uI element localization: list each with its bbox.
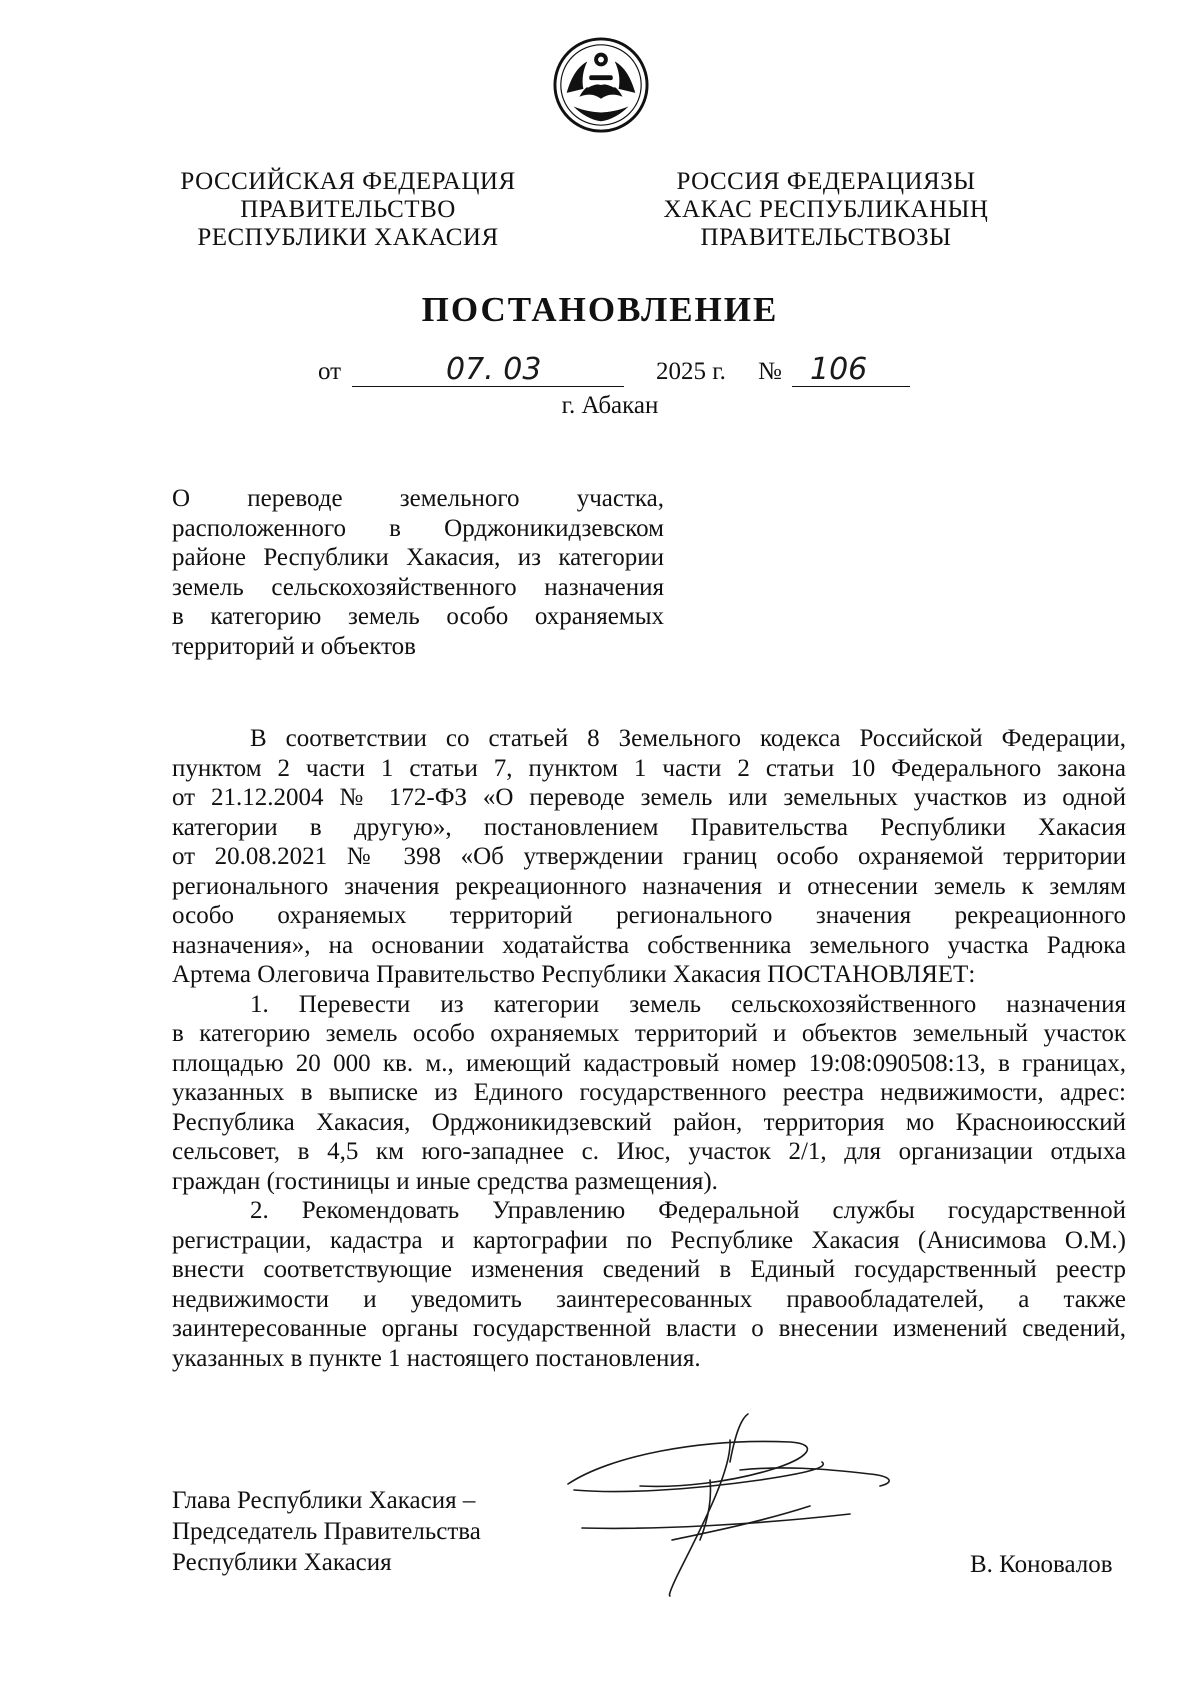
number-label: № xyxy=(758,358,782,385)
subject-line: расположенного в Орджоникидзевском xyxy=(172,514,664,542)
body-line: заинтересованные органы государственной власти о внесении изменений сведений, xyxy=(172,1315,1126,1342)
handwritten-signature-icon xyxy=(560,1410,920,1600)
signatory-title-line: Председатель Правительства xyxy=(172,1518,481,1545)
subject-line: в категорию земель особо охраняемых xyxy=(172,603,664,630)
body-line: В соответствии со статьей 8 Земельного кодекса Российской Федерации, xyxy=(250,725,1126,752)
body-line: регионального значения рекреационного назначения и отнесении земель к землям xyxy=(172,872,1126,900)
republic-of-khakassia-emblem-icon xyxy=(552,36,650,134)
header-right-line-2: ХАКАС РЕСПУБЛИКАНЫҢ xyxy=(663,196,989,223)
header-left-line-2: ПРАВИТЕЛЬСТВО xyxy=(240,196,456,223)
body-line: от 20.08.2021 № 398 «Об утверждении границ особо охраняемой территории xyxy=(172,843,1126,870)
signatory-title-line: Глава Республики Хакасия – xyxy=(172,1487,476,1514)
body-line: сельсовет, в 4,5 км юго-западнее с. Июс, участок 2/1, для организации отдыха xyxy=(172,1138,1126,1165)
header-right-line-3: ПРАВИТЕЛЬСТВОЗЫ xyxy=(700,224,952,251)
body-line: площадью 20 000 кв. м., имеющий кадастровый номер 19:08:090508:13, в границах, xyxy=(172,1049,1126,1077)
subject-line: земель сельскохозяйственного назначения xyxy=(172,573,664,601)
signatory-title-line: Республики Хакасия xyxy=(172,1549,392,1576)
body-line: указанных в пункте 1 настоящего постановления. xyxy=(172,1344,701,1372)
date-year: 2025 г. xyxy=(656,358,726,385)
document-type-title: ПОСТАНОВЛЕНИЕ xyxy=(421,290,779,329)
body-line: в категорию земель особо охраняемых территорий и объектов земельный участок xyxy=(172,1020,1126,1047)
body-line: пунктом 2 части 1 статьи 7, пунктом 1 части 2 статьи 10 Федерального закона xyxy=(172,754,1126,782)
signatory-name: В. Коновалов xyxy=(970,1551,1113,1578)
handwritten-date: 07. 03 xyxy=(446,352,542,387)
date-from-label: от xyxy=(318,358,342,385)
city: г. Абакан xyxy=(561,392,659,419)
header-khakas xyxy=(636,168,1016,252)
subject-block xyxy=(172,484,664,661)
body-line: указанных в выписке из Единого государственного реестра недвижимости, адрес: xyxy=(172,1079,1126,1106)
signatory-title xyxy=(172,1485,481,1578)
subject-line: О переводе земельного участка, xyxy=(172,485,664,512)
body-line: граждан (гостиницы и иные средства размещения). xyxy=(172,1167,718,1195)
body-line: категории в другую», постановлением Правительства Республики Хакасия xyxy=(172,813,1126,841)
body-line: 2. Рекомендовать Управлению Федеральной службы государственной xyxy=(250,1197,1126,1224)
header-left-line-1: РОССИЙСКАЯ ФЕДЕРАЦИЯ xyxy=(180,168,516,195)
body-line: особо охраняемых территорий регионального значения рекреационного xyxy=(172,902,1126,929)
body-line: от 21.12.2004 № 172-ФЗ «О переводе земель или земельных участков из одной xyxy=(172,784,1126,811)
body-line: недвижимости и уведомить заинтересованных правообладателей, а также xyxy=(172,1285,1126,1313)
header-left-line-3: РЕСПУБЛИКИ ХАКАСИЯ xyxy=(197,224,499,251)
body-line: Артема Олеговича Правительство Республики Хакасия ПОСТАНОВЛЯЕТ: xyxy=(172,961,976,988)
body-line: назначения», на основании ходатайства собственника земельного участка Радюка xyxy=(172,931,1126,959)
header-right-line-1: РОССИЯ ФЕДЕРАЦИЯЗЫ xyxy=(676,168,976,195)
body-line: Республика Хакасия, Орджоникидзевский район, территория мо Красноиюсский xyxy=(172,1108,1126,1136)
subject-line: районе Республики Хакасия, из категории xyxy=(172,544,664,571)
body-line: регистрации, кадастра и картографии по Республике Хакасия (Анисимова О.М.) xyxy=(172,1226,1126,1254)
body-line: 1. Перевести из категории земель сельскохозяйственного назначения xyxy=(250,990,1126,1018)
document-body xyxy=(172,724,1126,1373)
subject-line: территорий и объектов xyxy=(172,632,416,660)
handwritten-number: 106 xyxy=(810,352,868,387)
body-line: внести соответствующие изменения сведений в Единый государственный реестр xyxy=(172,1256,1126,1283)
header-russian xyxy=(158,168,538,252)
